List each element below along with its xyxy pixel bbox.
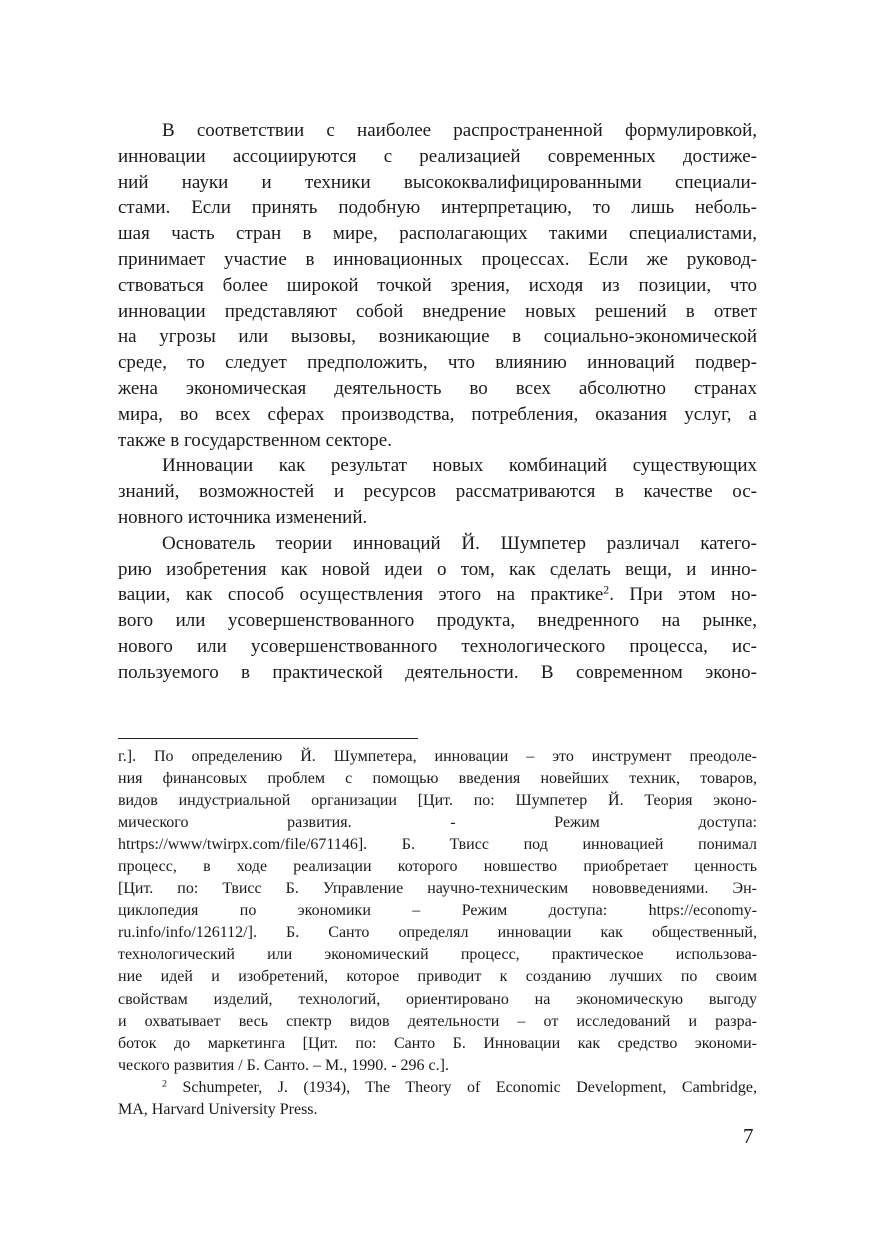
footnotes bbox=[118, 746, 757, 1121]
line-text: и охватывает весь спектр видов деятельности – от исследований и разра- bbox=[118, 1012, 757, 1030]
footnote-line bbox=[118, 834, 757, 856]
line-text: Основатель теории инноваций Й. Шумпетер различал катего- bbox=[162, 532, 757, 554]
footnote-line bbox=[118, 1055, 757, 1077]
line-text: новного источника изменений. bbox=[118, 506, 368, 528]
body-line bbox=[118, 428, 757, 454]
line-text: видов индустриальной организации [Цит. по: Шумпетер Й. Теория эконо- bbox=[118, 792, 757, 810]
line-text: Инновации как результат новых комбинаций существующих bbox=[162, 455, 757, 477]
footnote-line bbox=[118, 878, 757, 900]
line-text: вации, как способ осуществления этого на практике bbox=[118, 584, 604, 606]
footnote-line bbox=[118, 1011, 757, 1033]
body-line bbox=[118, 118, 757, 144]
body-line bbox=[118, 273, 757, 299]
body-line bbox=[118, 402, 757, 428]
line-text: вого или усовершенствованного продукта, внедренного на рынке, bbox=[118, 610, 757, 632]
body-line bbox=[118, 479, 757, 505]
line-text: стами. Если принять подобную интерпретацию, то лишь неболь- bbox=[118, 197, 757, 219]
body-line bbox=[118, 195, 757, 221]
body-line bbox=[118, 144, 757, 170]
footnote-line bbox=[118, 1099, 757, 1121]
line-text: знаний, возможностей и ресурсов рассматриваются в качестве ос- bbox=[118, 481, 757, 503]
line-text: . При этом но- bbox=[609, 584, 757, 606]
line-text: ствоваться более широкой точкой зрения, исходя из позиции, что bbox=[118, 274, 757, 296]
footnote-line bbox=[118, 966, 757, 988]
line-text: мира, во всех сферах производства, потребления, оказания услуг, а bbox=[118, 403, 757, 425]
line-text: Schumpeter, J. (1934), The Theory of Economic Development, Cambridge, bbox=[166, 1078, 757, 1096]
footnote-line bbox=[118, 922, 757, 944]
page-number: 7 bbox=[743, 1124, 754, 1148]
footnote-line bbox=[118, 989, 757, 1011]
line-text: свойствам изделий, технологий, ориентировано на экономическую выгоду bbox=[118, 990, 757, 1008]
footnote-marker: 2 bbox=[162, 1078, 167, 1090]
line-text: ru.info/info/126112/]. Б. Санто определял инновации как общественный, bbox=[118, 924, 757, 942]
line-text: мического развития. - Режим доступа: bbox=[118, 814, 757, 832]
body-line bbox=[118, 324, 757, 350]
body-line bbox=[118, 453, 757, 479]
line-text: В соответствии с наиболее распространенной формулировкой, bbox=[162, 120, 757, 141]
line-text: ния финансовых проблем с помощью введения новейших техник, товаров, bbox=[118, 770, 757, 788]
footnote-line bbox=[118, 900, 757, 922]
line-text: на угрозы или вызовы, возникающие в социально-экономической bbox=[118, 326, 757, 348]
footnote-line bbox=[118, 1077, 757, 1099]
body-line bbox=[118, 608, 757, 634]
line-text: ческого развития / Б. Санто. – М., 1990. - 296 с.]. bbox=[118, 1056, 449, 1074]
line-text: шая часть стран в мире, располагающих такими специалистами, bbox=[118, 223, 757, 245]
line-text: ний науки и техники высококвалифицированными специали- bbox=[118, 171, 757, 193]
line-text: нового или усовершенствованного технологического процесса, ис- bbox=[118, 635, 757, 657]
body-text bbox=[118, 118, 757, 686]
line-text: рию изобретения как новой идеи о том, как сделать вещи, и инно- bbox=[118, 558, 757, 580]
line-text: процесс, в ходе реализации которого новшество приобретает ценность bbox=[118, 858, 757, 876]
body-line bbox=[118, 221, 757, 247]
line-text: циклопедия по экономики – Режим доступа: https://economy- bbox=[118, 902, 757, 920]
body-line bbox=[118, 170, 757, 196]
body-line bbox=[118, 660, 757, 686]
line-text: также в государственном секторе. bbox=[118, 429, 392, 451]
body-line bbox=[118, 557, 757, 583]
body-line bbox=[118, 505, 757, 531]
line-text: принимает участие в инновационных процессах. Если же руковод- bbox=[118, 248, 757, 270]
body-line bbox=[118, 376, 757, 402]
body-line bbox=[118, 350, 757, 376]
body-line bbox=[118, 531, 757, 557]
body-line bbox=[118, 634, 757, 660]
line-text: технологический или экономический процесс, практическое использова- bbox=[118, 946, 757, 964]
line-text: инновации представляют собой внедрение новых решений в ответ bbox=[118, 300, 757, 322]
body-line bbox=[118, 299, 757, 325]
footnote-reference[interactable]: 2 bbox=[603, 583, 610, 597]
line-text: жена экономическая деятельность во всех абсолютно странах bbox=[118, 377, 757, 399]
footnote-line bbox=[118, 812, 757, 834]
line-text: среде, то следует предположить, что влиянию инноваций подвер- bbox=[118, 352, 757, 374]
line-text: г.]. По определению Й. Шумпетера, инновации – это инструмент преодоле- bbox=[118, 748, 757, 765]
line-text: ние идей и изобретений, которое приводит к созданию лучших по своим bbox=[118, 968, 757, 986]
footnote-line bbox=[118, 1033, 757, 1055]
footnote-separator bbox=[118, 738, 418, 739]
line-text: боток до маркетинга [Цит. по: Санто Б. Инновации как средство экономи- bbox=[118, 1034, 757, 1052]
line-text: инновации ассоциируются с реализацией современных достиже- bbox=[118, 145, 757, 167]
body-line bbox=[118, 582, 757, 608]
line-text: [Цит. по: Твисс Б. Управление научно-техническим нововведениями. Эн- bbox=[118, 880, 757, 898]
line-text: пользуемого в практической деятельности. В современном эконо- bbox=[118, 661, 757, 683]
body-line bbox=[118, 247, 757, 273]
line-text: MA, Harvard University Press. bbox=[118, 1100, 318, 1118]
footnote-line bbox=[118, 790, 757, 812]
footnote-line bbox=[118, 944, 757, 966]
line-text: htrtps://www/twirpx.com/file/671146]. Б. Твисс под инновацией понимал bbox=[118, 836, 757, 854]
footnote-line bbox=[118, 856, 757, 878]
footnote-line bbox=[118, 746, 757, 768]
footnote-line bbox=[118, 768, 757, 790]
